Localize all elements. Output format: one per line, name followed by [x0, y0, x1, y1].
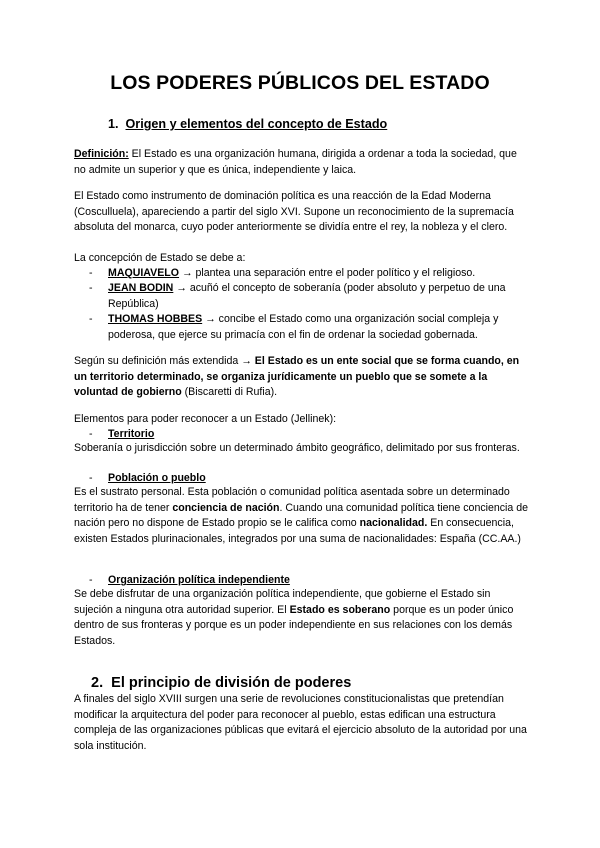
- element-label: Organización política independiente: [108, 574, 290, 586]
- definition-paragraph: [74, 147, 530, 178]
- text-run: . Cuando una comunidad política tiene conciencia de nación pero no dispone de Estado propio se le califica como: [74, 501, 529, 530]
- section-1-title: Origen y elementos del concepto de Estado: [125, 117, 388, 131]
- element-label: Población o pueblo: [108, 472, 206, 484]
- author-item: [89, 266, 529, 282]
- author-text: → concibe el Estado como una organización social compleja y poderosa, que ejerce su primacía con el fin de ordenar la sociedad gobernada.: [108, 313, 499, 341]
- text-run: Es el sustrato personal. Esta población o comunidad política asentada sobre un determinado territorio ha de tener: [74, 486, 510, 514]
- bold-run: nacionalidad.: [359, 517, 428, 530]
- section-2-heading: [91, 675, 351, 691]
- definition-quote: [74, 354, 530, 401]
- text-run: Se debe disfrutar de una organización política independiente, que gobierne el Estado sin sujeción a ninguna otra autoridad superior. El: [74, 588, 491, 616]
- bold-run: conciencia de nación: [172, 501, 280, 514]
- quote-intro: Según su definición más extendida: [74, 355, 242, 367]
- author-text: → acuñó el concepto de soberanía (poder absoluto y perpetuo de una República): [108, 282, 506, 310]
- author-item: [89, 281, 529, 312]
- list-dash: -: [89, 428, 93, 440]
- section-2-number: 2.: [91, 675, 104, 691]
- origin-paragraph: El Estado como instrumento de dominación política es una reacción de la Edad Moderna (Cosculluela), apareciendo a partir del siglo XVI. Supone un reconocimiento de la supremacía absoluta del monarca, cuyo poder anteriormente se dividía entre el rey, la nobleza y el clero.: [74, 190, 514, 234]
- territorio-text: Soberanía o jurisdicción sobre un determinado ámbito geográfico, delimitado por sus fronteras.: [74, 442, 520, 454]
- author-item: [89, 312, 529, 343]
- author-name: THOMAS HOBBES: [108, 313, 203, 325]
- page-title: LOS PODERES PÚBLICOS DEL ESTADO: [110, 72, 490, 94]
- organizacion-text: [74, 587, 530, 650]
- list-dash: -: [89, 313, 93, 325]
- text-run: porque es un poder único dentro de sus fronteras y porque es un poder independiente en sus relaciones con los demás Estados.: [74, 603, 514, 648]
- definition-label: Definición:: [74, 148, 129, 160]
- division-paragraph: A finales del siglo XVIII surgen una serie de revoluciones constitucionalistas que pretendían modificar la arquitectura del poder para reconocer al pueblo, estas edifican una estructura compleja de las organizaciones públicas que evitará el ejercicio absoluto de la autoridad por una sola institución.: [74, 693, 527, 753]
- section-1-number: 1.: [108, 117, 119, 131]
- definition-text: El Estado es una organización humana, dirigida a ordenar a toda la sociedad, que no admite un superior y que es única, independiente y laica.: [74, 148, 517, 176]
- quote-source: (Biscaretti di Rufia).: [181, 386, 278, 399]
- poblacion-text: [74, 485, 530, 548]
- section-1-heading: [108, 117, 387, 131]
- conception-intro: La concepción de Estado se debe a:: [74, 252, 246, 264]
- list-dash: -: [89, 282, 93, 294]
- quote-bold: → El Estado es un ente social que se forma cuando, en un territorio determinado, se organiza jurídicamente un pueblo que se somete a la voluntad de gobierno: [74, 355, 520, 399]
- elements-intro: Elementos para poder reconocer a un Estado (Jellinek):: [74, 413, 337, 425]
- author-name: MAQUIAVELO: [108, 267, 180, 279]
- bold-run: Estado es soberano: [289, 603, 391, 616]
- author-text: → plantea una separación entre el poder político y el religioso.: [179, 267, 476, 279]
- section-2-title: El principio de división de poderes: [111, 675, 352, 691]
- list-dash: -: [89, 267, 93, 279]
- text-run: En consecuencia, existen Estados plurinacionales, integrados por una suma de nacionalidades: España (CC.AA.): [74, 517, 521, 546]
- element-label: Territorio: [108, 428, 155, 440]
- author-name: JEAN BODIN: [108, 282, 174, 294]
- list-dash: -: [89, 574, 93, 586]
- list-dash: -: [89, 472, 93, 484]
